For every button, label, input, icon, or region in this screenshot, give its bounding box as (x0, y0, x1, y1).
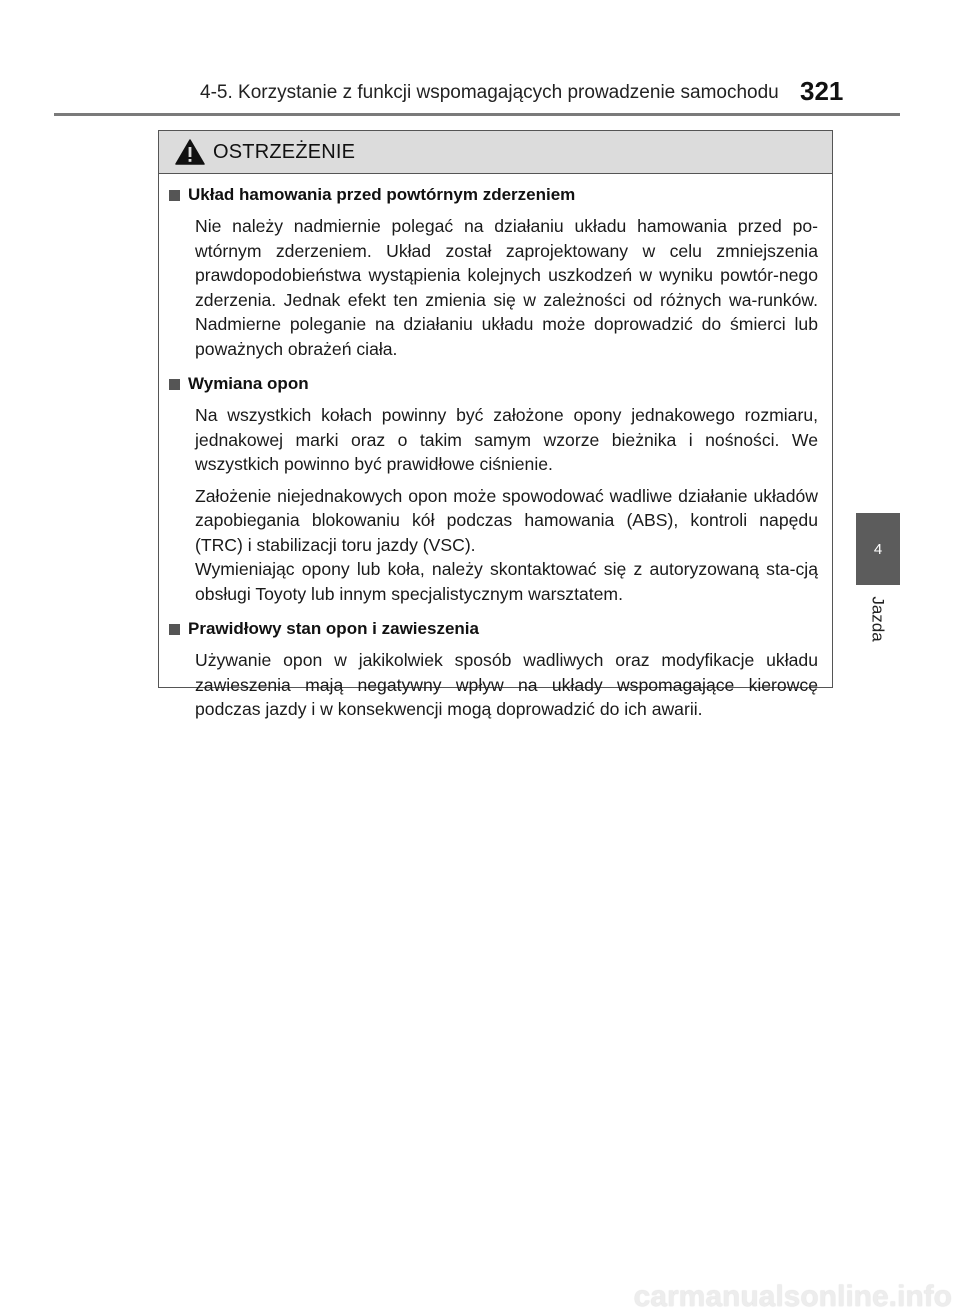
section-heading (169, 371, 818, 397)
section-heading-text: Prawidłowy stan opon i zawieszenia (188, 619, 479, 638)
warning-content (159, 174, 832, 722)
section-heading (169, 182, 818, 208)
chapter-label-text: Jazda (869, 596, 888, 642)
section-heading-text: Układ hamowania przed powtórnym zderzeniem (188, 185, 576, 204)
warning-triangle-icon (175, 139, 205, 165)
paragraph: Wymieniając opony lub koła, należy skontaktować się z autoryzowaną sta-cją obsługi Toyoty lub innym specjalistycznym warsztatem. (195, 559, 818, 604)
paragraph: Używanie opon w jakikolwiek sposób wadliwych oraz modyfikacje układu zawieszenia mają negatywny wpływ na układy wspomagające kierowcę podczas jazdy i w konsekwencji mogą doprowadzić do ich awarii. (195, 650, 818, 719)
square-bullet-icon (169, 624, 180, 635)
warning-title: OSTRZEŻENIE (213, 140, 356, 163)
chapter-tab (856, 513, 900, 585)
warning-header (159, 131, 832, 174)
section-title: 4-5. Korzystanie z funkcji wspomagających prowadzenie samochodu (200, 82, 779, 103)
paragraph: Założenie niejednakowych opon może spowodować wadliwe działanie układów zapobiegania blokowaniu kół podczas hamowania (ABS), kontroli napędu (TRC) i stabilizacji toru jazdy (VSC). (195, 485, 818, 555)
header-divider (54, 113, 900, 116)
paragraph: Na wszystkich kołach powinny być założone opony jednakowego rozmiaru, jednakowej marki oraz o takim samym wzorze bieżnika i nośności. We wszystkich powinno być prawidłowe ciśnienie. (195, 405, 818, 474)
square-bullet-icon (169, 379, 180, 390)
square-bullet-icon (169, 190, 180, 201)
warning-box (158, 130, 833, 719)
chapter-number: 4 (873, 540, 883, 558)
chapter-label (856, 588, 900, 650)
section-tire-suspension-condition (169, 616, 818, 722)
section-heading (169, 616, 818, 642)
page-number: 321 (800, 76, 844, 106)
section-tire-replacement (169, 371, 818, 606)
watermark: carmanualsonline.info (633, 1280, 952, 1313)
section-heading-text: Wymiana opon (188, 374, 309, 393)
paragraph: Nie należy nadmiernie polegać na działaniu układu hamowania przed po-wtórnym zderzeniem. Układ został zaprojektowany w celu zmniejszenia prawdopodobieństwa wystąpienia kolejnych uszkodzeń w wyniku powtór-nego zderzenia. Jednak efekt ten zmienia się w zależności od różnych wa-runków. Nadmierne poleganie na działaniu układu może doprowadzić do śmierci lub poważnych obrażeń ciała. (195, 216, 818, 359)
section-brake-system (169, 182, 818, 361)
